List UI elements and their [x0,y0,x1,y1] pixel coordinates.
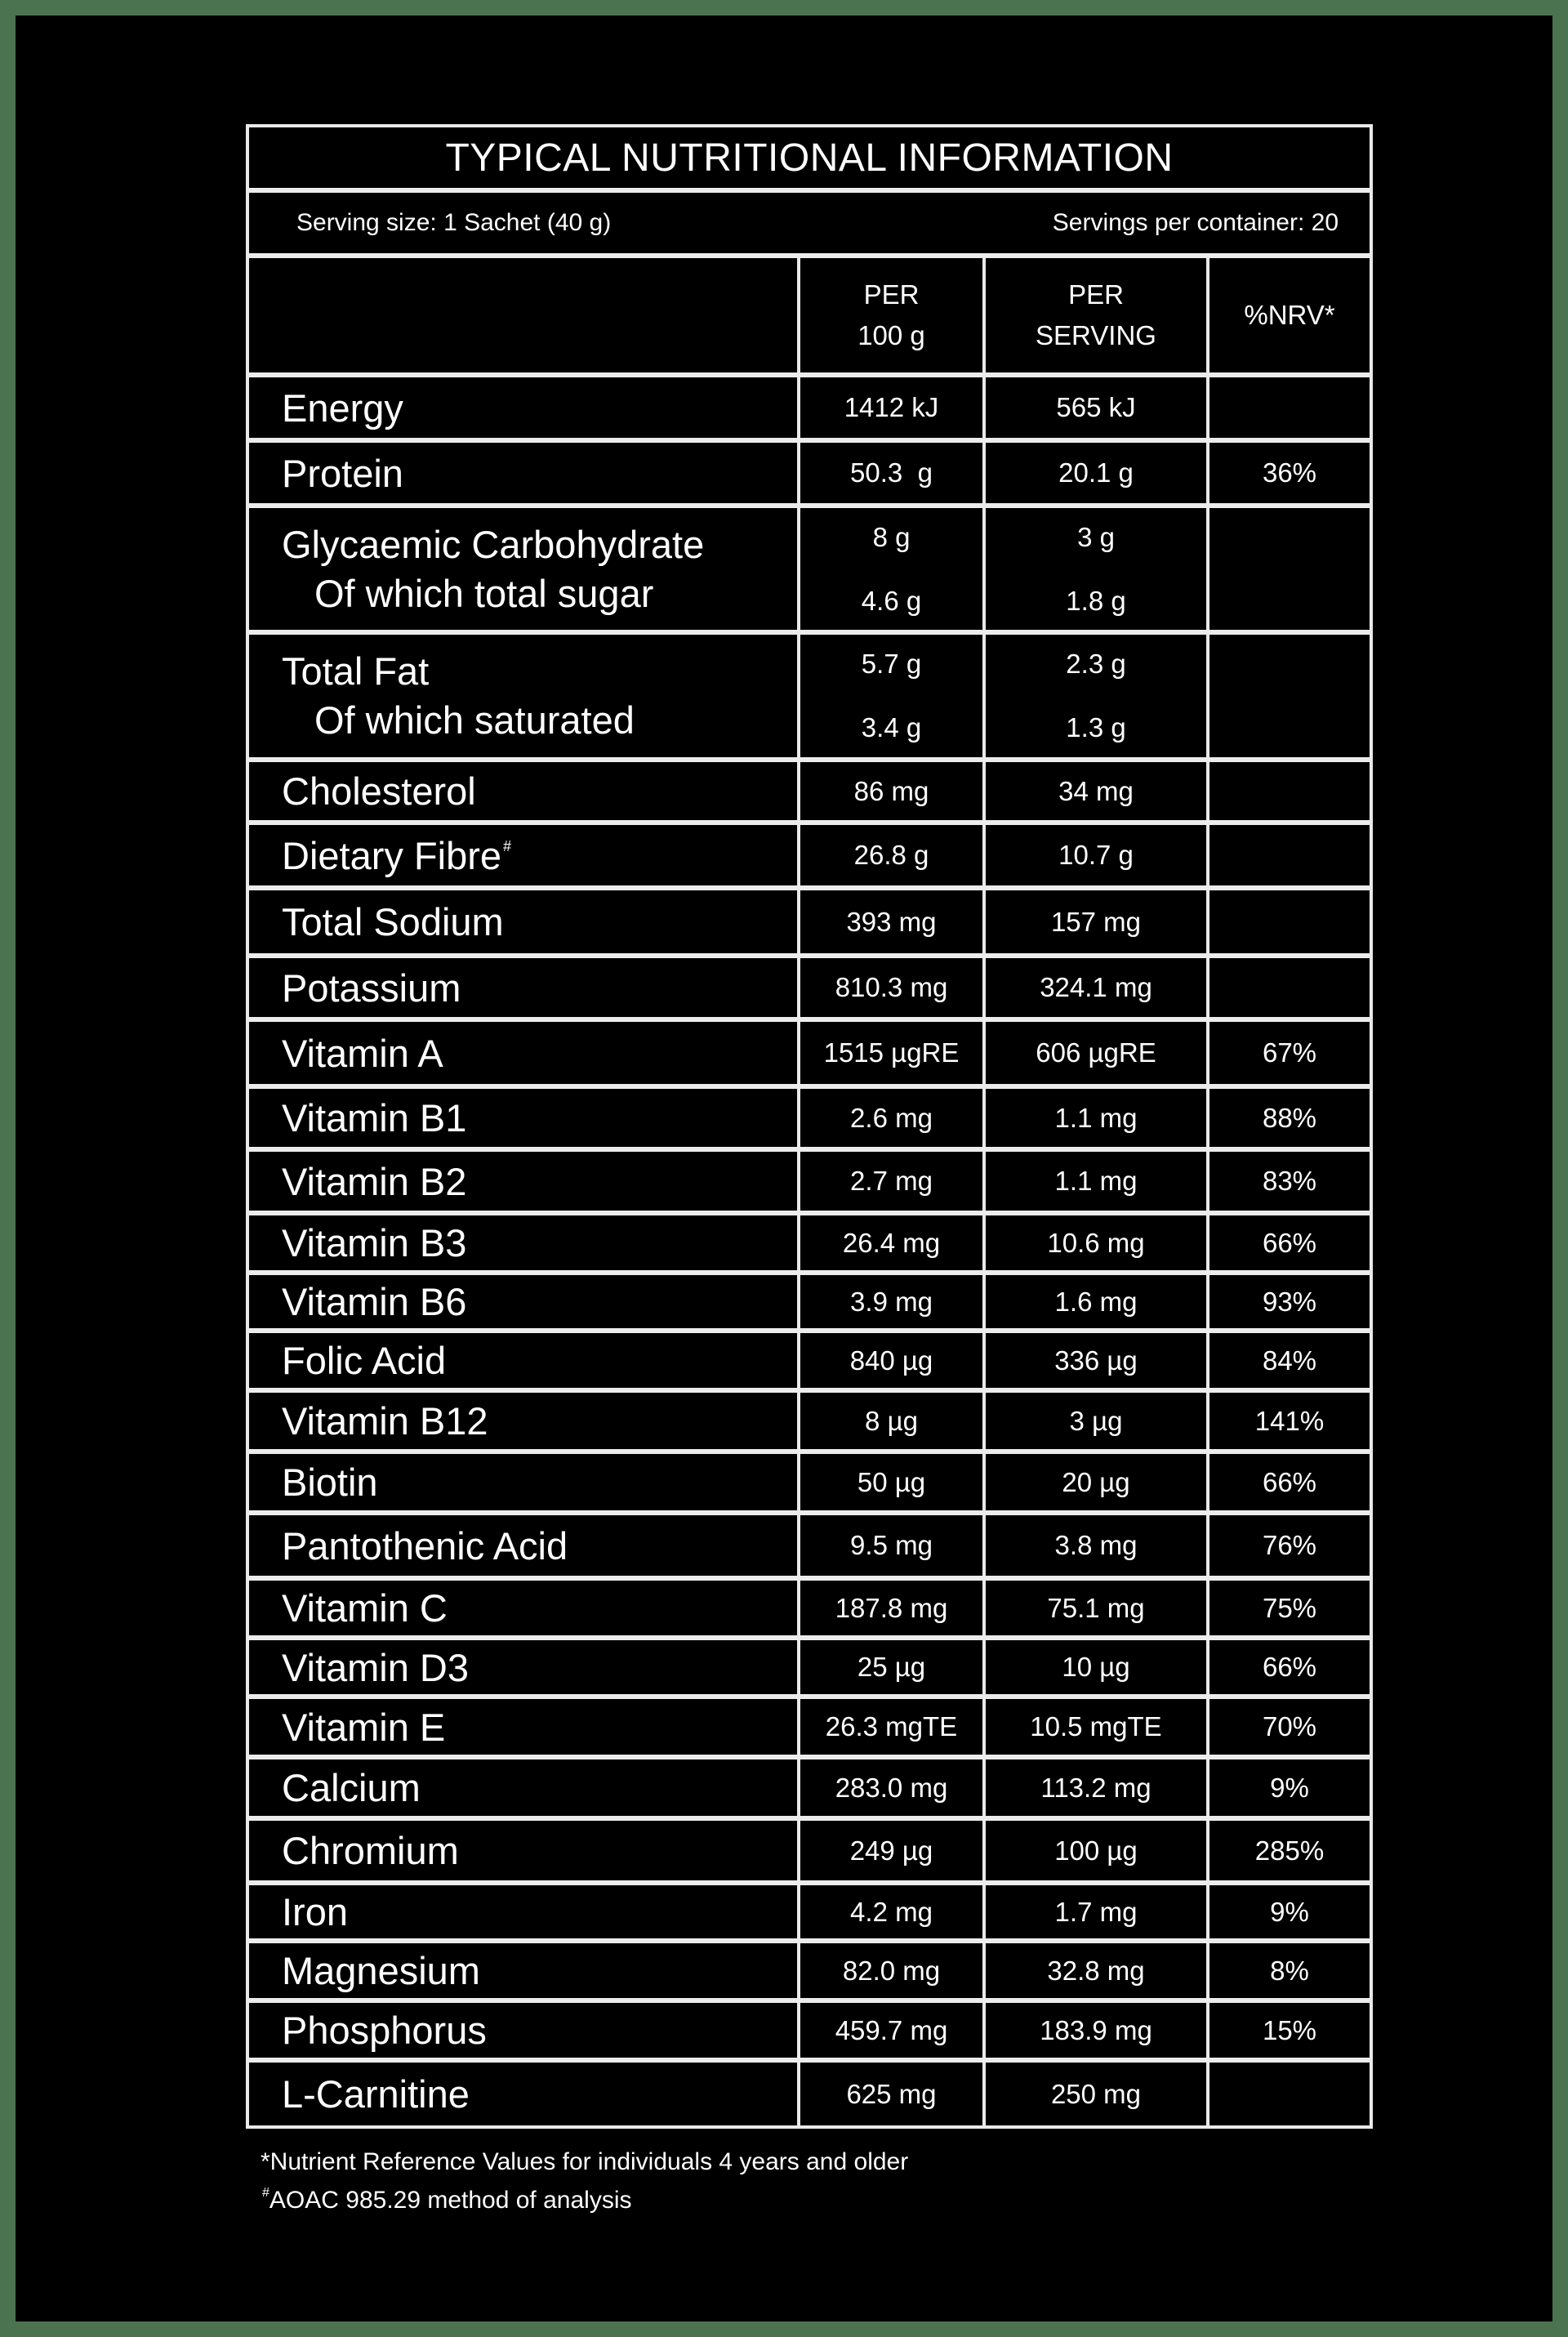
per-100g-value: 26.3 mgTE [825,1711,958,1742]
per-serving-value: 1.1 mg [1054,1102,1138,1133]
nutrient-label: Total Sodium [282,900,504,943]
nutrient-label: Chromium [282,1829,459,1872]
nutrient-label: Biotin [282,1461,378,1504]
nutrient-name [249,1821,800,1880]
per-100g-value-cell [800,1640,986,1694]
per-serving-value: 1.7 mg [1054,1896,1138,1927]
header-per-serving [986,258,1209,372]
nutrient-label: Vitamin B6 [282,1280,467,1323]
nrv-cell [1209,1089,1370,1147]
nrv-value: 285% [1254,1835,1325,1866]
per-100g-value-cell [800,762,986,820]
per-100g-value-cell [800,1152,986,1211]
table-row [249,508,1370,635]
per-100g-value-cell [800,377,986,438]
per-serving-value-cell [986,1943,1209,1998]
nrv-cell [1209,1759,1370,1816]
per-serving-value-cell [986,762,1209,820]
per-serving-value: 100 µg [1054,1835,1138,1866]
per-100g-value: 1412 kJ [844,392,939,422]
nrv-value: 84% [1262,1345,1317,1376]
per-serving-value-cell [986,1275,1209,1328]
per-100g-value: 1515 µgRE [823,1037,960,1068]
footnotes [261,2147,908,2216]
per-100g-value-cell [800,825,986,885]
nutrient-label: Glycaemic Carbohydrate [282,522,705,566]
table-row [249,2063,1370,2125]
nrv-cell [1209,2063,1370,2125]
per-serving-value: 1.1 mg [1054,1166,1138,1196]
per-serving-value: 20 µg [1062,1466,1130,1497]
per-100g-value-cell [800,2003,986,2058]
nutrient-name [249,508,800,630]
per-serving-value-cell [986,635,1209,757]
per-100g-value: 4.2 mg [850,1896,933,1927]
nrv-cell [1209,1885,1370,1938]
per-serving-value-cell [986,1333,1209,1388]
nutrient-name [249,762,800,820]
nrv-value: 67% [1262,1037,1317,1068]
per-100g-value-cell [800,1089,986,1147]
nutrient-label: Vitamin B1 [282,1096,467,1140]
per-100g-value-cell [800,1885,986,1938]
per-serving-value-cell [986,1454,1209,1510]
nutrient-label: Protein [282,451,403,495]
nrv-value: 8% [1270,1955,1309,1986]
per-serving-value: 1.6 mg [1054,1286,1138,1317]
per-100g-value-cell [800,1215,986,1270]
nrv-value: 76% [1262,1530,1317,1560]
nutrient-label: Vitamin B12 [282,1399,488,1443]
nrv-value: 66% [1262,1227,1317,1258]
nrv-cell [1209,1581,1370,1635]
nutrient-name [249,1275,800,1328]
table-row [249,443,1370,508]
table-row [249,1885,1370,1943]
per-serving-value-cell [986,1089,1209,1147]
nutrient-label: Total Fat [282,649,430,693]
hash-mark: # [262,2186,270,2200]
nutrient-label-wrap [282,833,797,878]
per-serving-value: 34 mg [1058,775,1134,806]
nutrient-name [249,1454,800,1510]
table-row [249,1333,1370,1393]
sub-per-100g-value: 4.6 g [861,585,922,616]
per-serving-value: 157 mg [1050,906,1142,937]
nrv-cell [1209,443,1370,503]
nrv-cell [1209,1943,1370,1998]
per-100g-value-cell [800,890,986,953]
per-serving-value-cell [986,1515,1209,1576]
table-row [249,1640,1370,1699]
per-serving-value-cell [986,890,1209,953]
nutrient-name [249,825,800,885]
nrv-cell [1209,1022,1370,1084]
nutrient-name [249,377,800,438]
per-100g-value-cell [800,1581,986,1635]
nutrient-name [249,1581,800,1635]
nrv-value: 141% [1254,1405,1325,1436]
per-serving-value-cell [986,1152,1209,1211]
serving-row [249,193,1370,258]
sub-nutrient-label: Of which total sugar [314,571,654,615]
nutrition-table [246,124,1373,2129]
per-100g-value-cell [800,635,986,757]
nutrient-name [249,1333,800,1388]
per-100g-value: 810.3 mg [835,972,948,1002]
nrv-value: 75% [1262,1592,1317,1623]
nutrient-name [249,2063,800,2125]
per-100g-value-cell [800,1943,986,1998]
per-100g-value: 283.0 mg [835,1772,948,1803]
per-100g-value-cell [800,958,986,1017]
per-serving-value: 565 kJ [1056,392,1136,422]
per-serving-value-cell [986,825,1209,885]
nutrient-label: Pantothenic Acid [282,1523,568,1568]
column-header-row [249,258,1370,377]
nutrient-name [249,2003,800,2058]
header-per-100g-line1: PER [863,279,920,310]
table-row [249,1152,1370,1215]
per-100g-value: 625 mg [846,2078,937,2109]
nutrient-name [249,1515,800,1576]
per-serving-value: 324.1 mg [1040,972,1152,1002]
header-per-100g-line2: 100 g [858,320,925,350]
per-100g-value-cell [800,1515,986,1576]
table-row [249,1821,1370,1885]
nrv-value: 66% [1262,1652,1317,1682]
nutrient-name [249,1943,800,1998]
per-serving-value-cell [986,2063,1209,2125]
per-100g-value: 26.4 mg [842,1227,941,1258]
nutrient-label: Vitamin A [282,1031,443,1075]
nrv-value: 93% [1262,1286,1317,1317]
table-title-row [249,127,1370,193]
nrv-cell [1209,1821,1370,1880]
per-serving-value-cell [986,443,1209,503]
nutrient-name [249,1089,800,1147]
table-row [249,1089,1370,1152]
per-100g-value: 50.3 g [850,457,933,488]
header-nrv [1209,258,1370,372]
footnote-fibre [261,2178,908,2216]
table-row [249,762,1370,825]
nutrient-name [249,1393,800,1449]
per-100g-value-cell [800,2063,986,2125]
nutrient-label: Potassium [282,966,461,1010]
per-serving-value: 606 µgRE [1036,1037,1156,1068]
nutrient-name [249,1152,800,1211]
nutrient-name [249,1699,800,1755]
per-100g-value: 3.9 mg [850,1286,933,1317]
nutrient-label: Calcium [282,1766,421,1809]
table-row [249,635,1370,762]
nrv-cell [1209,958,1370,1017]
nutrient-label: Vitamin D3 [282,1645,470,1689]
nrv-value: 70% [1262,1711,1317,1742]
table-row [249,1759,1370,1821]
nrv-cell [1209,1515,1370,1576]
table-row [249,1943,1370,2003]
nrv-cell [1209,2003,1370,2058]
nrv-value: 83% [1262,1166,1317,1196]
per-serving-value-cell [986,1393,1209,1449]
table-row [249,958,1370,1022]
per-serving-value-cell [986,1640,1209,1694]
table-row [249,825,1370,890]
table-row [249,1454,1370,1515]
nrv-cell [1209,1215,1370,1270]
nutrient-name [249,1022,800,1084]
nutrient-label: Folic Acid [282,1339,447,1382]
per-serving-value: 3 g [1077,521,1115,552]
nutrient-name [249,1640,800,1694]
header-nrv-label: %NRV* [1244,300,1335,330]
nutrient-label: Energy [282,386,403,430]
nrv-cell [1209,890,1370,953]
sub-per-serving-value: 1.3 g [1066,712,1126,743]
per-100g-value: 9.5 mg [850,1530,933,1560]
nrv-cell [1209,825,1370,885]
nutrient-rows [249,377,1370,2125]
per-serving-value-cell [986,1821,1209,1880]
header-per-100g [800,258,986,372]
nrv-cell [1209,1640,1370,1694]
header-nutrient [249,258,800,372]
nrv-value: 88% [1262,1102,1317,1133]
sub-per-100g-value: 3.4 g [861,712,922,743]
per-serving-value: 250 mg [1050,2078,1142,2109]
nutrient-label: Magnesium [282,1949,480,1992]
per-serving-value: 20.1 g [1058,457,1134,488]
per-serving-value: 32.8 mg [1047,1955,1145,1986]
footnote-mark: # [503,837,512,854]
per-100g-value: 459.7 mg [835,2014,948,2045]
per-serving-value-cell [986,1022,1209,1084]
per-100g-value-cell [800,508,986,630]
nrv-value: 66% [1262,1466,1317,1497]
per-serving-value-cell [986,2003,1209,2058]
nutrient-name [249,1215,800,1270]
nutrient-name [249,635,800,757]
per-100g-value-cell [800,1699,986,1755]
per-100g-value: 249 µg [849,1835,933,1866]
nutrient-label: Vitamin B3 [282,1221,467,1264]
nutrient-label: L-Carnitine [282,2072,470,2116]
footnote-nrv: *Nutrient Reference Values for individuals 4 years and older [261,2148,909,2175]
nrv-cell [1209,762,1370,820]
nutrient-label: Vitamin C [282,1586,448,1630]
nutrient-name [249,1759,800,1816]
per-serving-value: 3.8 mg [1054,1530,1138,1560]
per-100g-value-cell [800,443,986,503]
per-100g-value: 8 g [872,521,911,552]
nutrient-label: Dietary Fibre [282,833,502,877]
per-serving-value-cell [986,1759,1209,1816]
per-100g-value: 8 µg [865,1405,918,1436]
per-serving-value: 183.9 mg [1040,2014,1152,2045]
nrv-value: 9% [1270,1772,1309,1803]
per-serving-value: 3 µg [1069,1405,1123,1436]
per-serving-value-cell [986,1215,1209,1270]
per-100g-value-cell [800,1022,986,1084]
per-100g-value: 187.8 mg [835,1592,948,1623]
table-row [249,1022,1370,1089]
nutrient-label: Iron [282,1890,348,1933]
per-100g-value: 86 mg [853,775,929,806]
table-row [249,1699,1370,1759]
per-serving-value: 336 µg [1054,1345,1138,1376]
per-100g-value: 840 µg [849,1345,933,1376]
table-row [249,1215,1370,1275]
per-serving-value-cell [986,1581,1209,1635]
nrv-cell [1209,1275,1370,1328]
table-row [249,890,1370,958]
per-100g-value-cell [800,1759,986,1816]
nutrient-name [249,443,800,503]
nutrient-label: Vitamin B2 [282,1159,467,1203]
per-100g-value-cell [800,1275,986,1328]
per-serving-value: 113.2 mg [1040,1772,1152,1803]
per-serving-value-cell [986,508,1209,630]
nrv-value: 9% [1270,1896,1309,1927]
table-row [249,1515,1370,1581]
per-100g-value-cell [800,1393,986,1449]
per-100g-value: 2.6 mg [850,1102,933,1133]
nrv-cell [1209,1699,1370,1755]
nrv-value: 15% [1262,2014,1317,2045]
nrv-cell [1209,377,1370,438]
per-100g-value-cell [800,1333,986,1388]
per-100g-value: 5.7 g [861,649,922,679]
sub-nutrient-label: Of which saturated [314,698,635,742]
nutrient-name [249,1885,800,1938]
servings-per-container: Servings per container: 20 [1052,209,1339,236]
per-100g-value: 82.0 mg [842,1955,941,1986]
table-title: TYPICAL NUTRITIONAL INFORMATION [445,136,1174,180]
sub-per-serving-value: 1.8 g [1066,585,1126,616]
per-100g-value: 50 µg [857,1466,926,1497]
nutrient-label: Cholesterol [282,769,476,813]
per-100g-value: 26.8 g [853,840,929,870]
per-100g-value-cell [800,1821,986,1880]
nrv-cell [1209,1393,1370,1449]
per-100g-value: 393 mg [846,906,937,937]
per-serving-value: 2.3 g [1066,649,1126,679]
serving-size: Serving size: 1 Sachet (40 g) [296,209,612,236]
per-100g-value: 25 µg [857,1652,926,1682]
per-serving-value-cell [986,1885,1209,1938]
nutrient-label: Phosphorus [282,2009,487,2052]
per-serving-value: 10.5 mgTE [1030,1711,1162,1742]
table-row [249,377,1370,443]
nutrient-name [249,958,800,1017]
nrv-cell [1209,635,1370,757]
per-serving-value-cell [986,377,1209,438]
per-100g-value-cell [800,1454,986,1510]
table-row [249,1393,1370,1454]
per-serving-value: 10.7 g [1058,840,1134,870]
table-row [249,1275,1370,1333]
nutrient-label: Vitamin E [282,1705,446,1749]
per-serving-value-cell [986,958,1209,1017]
nrv-cell [1209,1333,1370,1388]
table-row [249,1581,1370,1640]
table-row [249,2003,1370,2063]
per-serving-value: 10 µg [1062,1652,1130,1682]
nutrient-name [249,890,800,953]
nrv-cell [1209,1152,1370,1211]
nrv-cell [1209,1454,1370,1510]
per-serving-value: 75.1 mg [1047,1592,1145,1623]
per-serving-value-cell [986,1699,1209,1755]
nrv-cell [1209,508,1370,630]
per-100g-value: 2.7 mg [850,1166,933,1196]
nrv-value: 36% [1262,457,1317,488]
per-serving-value: 10.6 mg [1047,1227,1145,1258]
header-per-serving-line1: PER [1068,279,1124,310]
header-per-serving-line2: SERVING [1036,320,1156,350]
footnote-fibre-text: AOAC 985.29 method of analysis [269,2187,632,2214]
